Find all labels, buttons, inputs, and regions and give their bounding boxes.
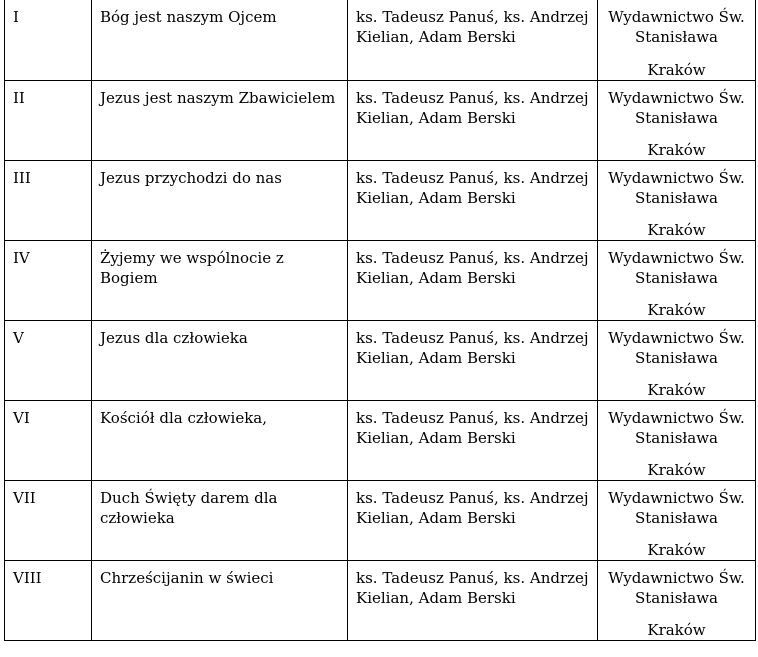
publisher-cell bbox=[598, 0, 756, 80]
publisher-city: Kraków bbox=[647, 300, 706, 319]
textbook-title-cell: Duch Święty darem dla człowieka bbox=[92, 480, 348, 560]
publisher-name: Wydawnictwo Św. Stanisława bbox=[608, 408, 745, 447]
publisher-cell bbox=[598, 160, 756, 240]
publisher-name: Wydawnictwo Św. Stanisława bbox=[608, 248, 745, 287]
publisher-city: Kraków bbox=[647, 220, 706, 239]
grade-number-cell: VII bbox=[5, 480, 92, 560]
authors-cell: ks. Tadeusz Panuś, ks. Andrzej Kielian, Adam Berski bbox=[348, 480, 598, 560]
textbook-title-cell: Jezus dla człowieka bbox=[92, 320, 348, 400]
table-row bbox=[5, 160, 756, 240]
grade-number-cell: V bbox=[5, 320, 92, 400]
textbook-title-cell: Chrześcijanin w świeci bbox=[92, 560, 348, 640]
textbook-title-cell: Bóg jest naszym Ojcem bbox=[92, 0, 348, 80]
table-row bbox=[5, 80, 756, 160]
publisher-city: Kraków bbox=[647, 460, 706, 479]
table-row bbox=[5, 400, 756, 480]
grade-number-cell: I bbox=[5, 0, 92, 80]
table-row bbox=[5, 0, 756, 80]
grade-number-cell: VIII bbox=[5, 560, 92, 640]
publisher-city: Kraków bbox=[647, 540, 706, 559]
publisher-city: Kraków bbox=[647, 380, 706, 399]
publisher-name: Wydawnictwo Św. Stanisława bbox=[608, 88, 745, 127]
table-row bbox=[5, 240, 756, 320]
publisher-cell bbox=[598, 480, 756, 560]
textbook-title-cell: Jezus jest naszym Zbawicielem bbox=[92, 80, 348, 160]
publisher-city: Kraków bbox=[647, 620, 706, 639]
publisher-cell bbox=[598, 240, 756, 320]
publisher-name: Wydawnictwo Św. Stanisława bbox=[608, 8, 745, 46]
publisher-name: Wydawnictwo Św. Stanisława bbox=[608, 488, 745, 527]
textbook-title-cell: Kościół dla człowieka, bbox=[92, 400, 348, 480]
authors-cell: ks. Tadeusz Panuś, ks. Andrzej Kielian, Adam Berski bbox=[348, 80, 598, 160]
grade-number-cell: IV bbox=[5, 240, 92, 320]
authors-cell: ks. Tadeusz Panuś, ks. Andrzej Kielian, Adam Berski bbox=[348, 0, 598, 80]
publisher-cell bbox=[598, 400, 756, 480]
table-row bbox=[5, 320, 756, 400]
table-row bbox=[5, 560, 756, 640]
grade-number-cell: II bbox=[5, 80, 92, 160]
publisher-cell bbox=[598, 80, 756, 160]
grade-number-cell: VI bbox=[5, 400, 92, 480]
publisher-name: Wydawnictwo Św. Stanisława bbox=[608, 168, 745, 207]
curriculum-table bbox=[4, 0, 756, 641]
grade-number-cell: III bbox=[5, 160, 92, 240]
publisher-cell bbox=[598, 320, 756, 400]
publisher-city: Kraków bbox=[647, 60, 706, 79]
publisher-name: Wydawnictwo Św. Stanisława bbox=[608, 568, 745, 607]
publisher-city: Kraków bbox=[647, 140, 706, 159]
authors-cell: ks. Tadeusz Panuś, ks. Andrzej Kielian, Adam Berski bbox=[348, 160, 598, 240]
publisher-name: Wydawnictwo Św. Stanisława bbox=[608, 328, 745, 367]
textbook-title-cell: Żyjemy we wspólnocie z Bogiem bbox=[92, 240, 348, 320]
textbook-title-cell: Jezus przychodzi do nas bbox=[92, 160, 348, 240]
authors-cell: ks. Tadeusz Panuś, ks. Andrzej Kielian, Adam Berski bbox=[348, 560, 598, 640]
authors-cell: ks. Tadeusz Panuś, ks. Andrzej Kielian, Adam Berski bbox=[348, 240, 598, 320]
publisher-cell bbox=[598, 560, 756, 640]
table-row bbox=[5, 480, 756, 560]
authors-cell: ks. Tadeusz Panuś, ks. Andrzej Kielian, Adam Berski bbox=[348, 320, 598, 400]
authors-cell: ks. Tadeusz Panuś, ks. Andrzej Kielian, Adam Berski bbox=[348, 400, 598, 480]
